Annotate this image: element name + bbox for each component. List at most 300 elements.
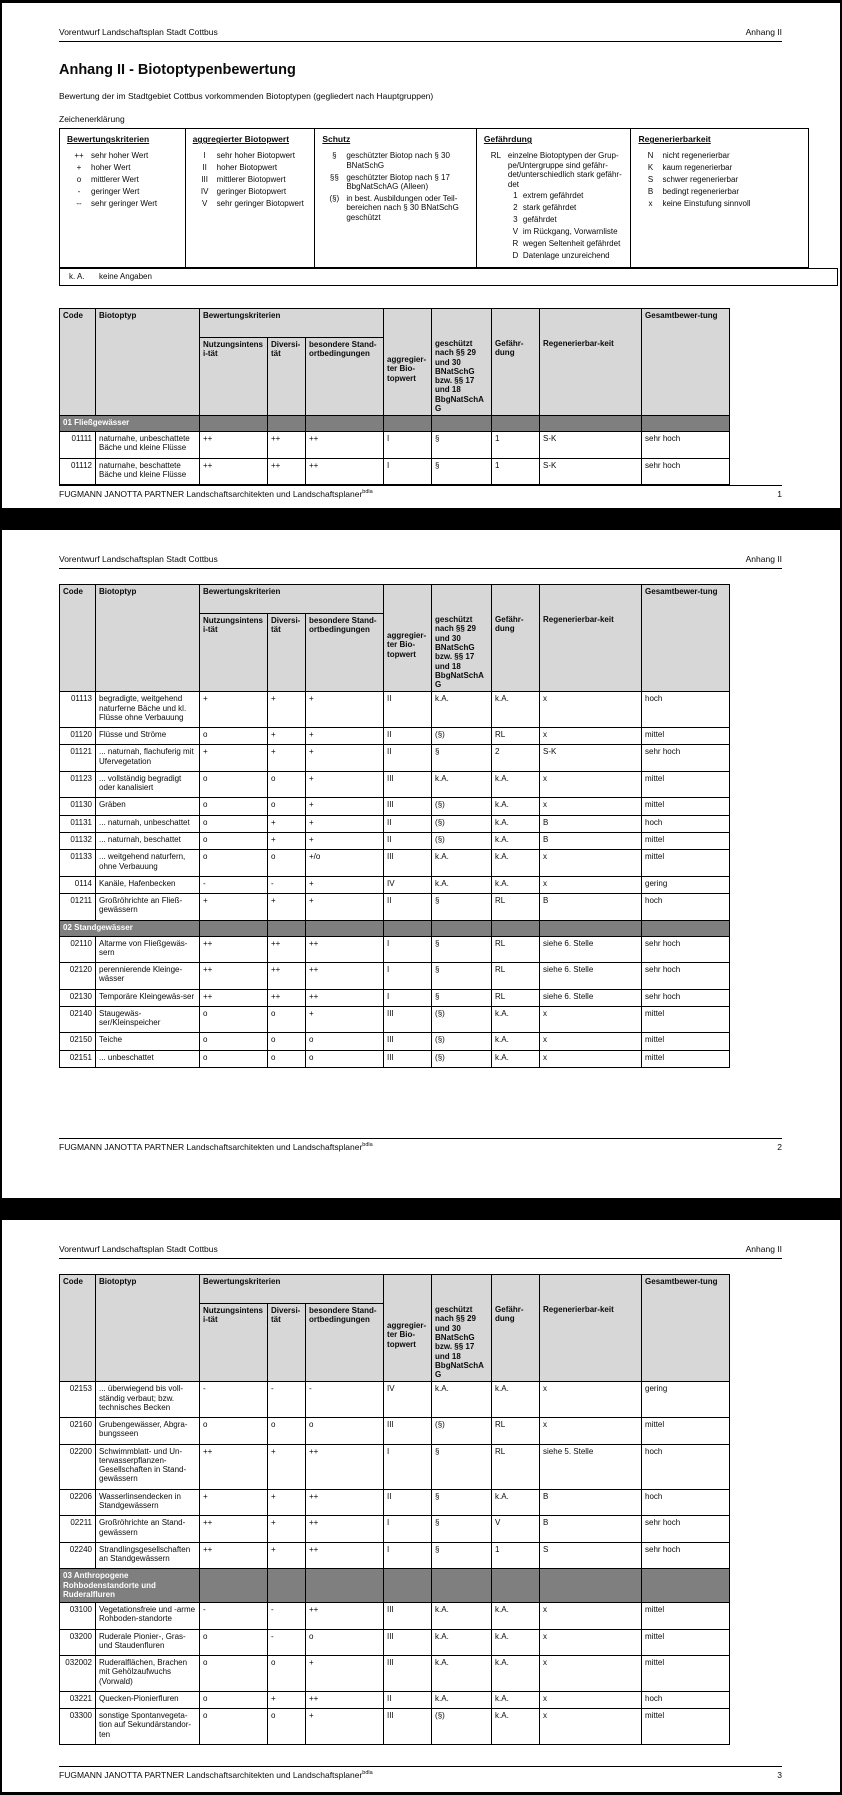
cell-geschuetzt: (§): [432, 1033, 492, 1050]
cell-biotoptyp: Großröhrichte an Stand-gewässern: [96, 1516, 200, 1543]
footer-org: FUGMANN JANOTTA PARTNER Landschaftsarchitekten und Landschaftsplaner$^{bdla}$: [59, 489, 373, 500]
cell-regenerierbarkeit: siehe 6. Stelle: [540, 989, 642, 1006]
legend-item-symbol: (§): [329, 193, 340, 203]
col-header-gesamtbewertung: Gesamtbewer-tung: [642, 585, 730, 692]
cell-gefaehrdung: k.A.: [492, 1006, 540, 1033]
cell-gesamtbewertung: sehr hoch: [642, 936, 730, 963]
cell-diversitaet: o: [268, 1050, 306, 1067]
legend-item-symbol: ++: [74, 151, 84, 161]
section-cell: [642, 920, 730, 936]
table-row: [60, 1444, 730, 1489]
legend-item-text: schwer regenerierbar: [662, 175, 739, 185]
cell-standortbedingungen: +: [306, 1006, 384, 1033]
section-cell: [306, 1569, 384, 1603]
legend-item-text: gefährdet: [522, 215, 557, 225]
section-cell: [432, 1569, 492, 1603]
col-header-gefaehrdung: Gefähr-dung: [492, 1275, 540, 1382]
legend-item: [67, 199, 180, 208]
cell-regenerierbarkeit: S-K: [540, 432, 642, 459]
cell-code: 02120: [60, 963, 96, 990]
cell-gesamtbewertung: hoch: [642, 692, 730, 728]
cell-standortbedingungen: +/o: [306, 850, 384, 877]
legend-item-text: hoher Biotopwert: [216, 163, 278, 173]
cell-code: 01121: [60, 745, 96, 772]
section-cell: [492, 1569, 540, 1603]
cell-regenerierbarkeit: B: [540, 1489, 642, 1516]
cell-code: 02150: [60, 1033, 96, 1050]
cell-aggregierter-biotopwert: III: [384, 1603, 432, 1630]
cell-gesamtbewertung: hoch: [642, 894, 730, 921]
legend-item-text: sehr geringer Wert: [91, 198, 158, 208]
cell-gefaehrdung: k.A.: [492, 1629, 540, 1656]
col-header-aggregierter-biotopwert: aggregier-ter Bio-topwert: [384, 1275, 432, 1382]
cell-geschuetzt: §: [432, 1489, 492, 1516]
cell-aggregierter-biotopwert: III: [384, 771, 432, 798]
cell-geschuetzt: §: [432, 1542, 492, 1569]
legend-item-symbol: V: [512, 227, 519, 237]
legend-column: [477, 129, 632, 267]
cell-gefaehrdung: RL: [492, 1444, 540, 1489]
col-subheader-diversitaet: Diversi-tät: [268, 1304, 306, 1382]
cell-aggregierter-biotopwert: I: [384, 458, 432, 485]
cell-aggregierter-biotopwert: III: [384, 1709, 432, 1745]
legend-item-symbol: --: [76, 198, 82, 208]
cell-biotoptyp: ... weitgehend naturfern, ohne Verbauung: [96, 850, 200, 877]
cell-gefaehrdung: k.A.: [492, 1603, 540, 1630]
legend-item: [67, 187, 180, 196]
cell-diversitaet: +: [268, 1444, 306, 1489]
cell-diversitaet: o: [268, 1709, 306, 1745]
cell-aggregierter-biotopwert: I: [384, 1542, 432, 1569]
page-header-right: Anhang II: [745, 1244, 782, 1254]
legend-item: [67, 163, 180, 172]
section-cell: [306, 416, 384, 432]
page-header-left: Vorentwurf Landschaftsplan Stadt Cottbus: [59, 1244, 218, 1254]
section-cell: [384, 920, 432, 936]
page-2: [2, 530, 840, 1198]
col-header-gesamtbewertung: Gesamtbewer-tung: [642, 309, 730, 416]
cell-standortbedingungen: +: [306, 832, 384, 849]
legend-item: [193, 199, 310, 208]
cell-aggregierter-biotopwert: III: [384, 1629, 432, 1656]
cell-code: 01132: [60, 832, 96, 849]
cell-diversitaet: o: [268, 850, 306, 877]
section-cell: [268, 920, 306, 936]
legend-item-symbol: S: [647, 175, 654, 185]
page-header-left: Vorentwurf Landschaftsplan Stadt Cottbus: [59, 27, 218, 37]
cell-biotoptyp: sonstige Spontanvegeta-tion auf Sekundärstandor-ten: [96, 1709, 200, 1745]
cell-nutzungsintensitaet: +: [200, 1489, 268, 1516]
cell-aggregierter-biotopwert: I: [384, 432, 432, 459]
section-cell: [642, 416, 730, 432]
legend-item: [67, 151, 180, 160]
legend-item: [638, 163, 803, 172]
cell-biotoptyp: Kanäle, Hafenbecken: [96, 876, 200, 893]
legend-item: [67, 175, 180, 184]
cell-gesamtbewertung: sehr hoch: [642, 432, 730, 459]
table-row: [60, 728, 730, 745]
cell-aggregierter-biotopwert: IV: [384, 876, 432, 893]
cell-gefaehrdung: k.A.: [492, 850, 540, 877]
cell-gefaehrdung: k.A.: [492, 876, 540, 893]
legend-item-symbol: R: [512, 239, 519, 249]
cell-biotoptyp: Strandlingsgesellschaften an Standgewässern: [96, 1542, 200, 1569]
page-separator: [2, 508, 840, 530]
col-header-geschuetzt: geschützt nach §§ 29 und 30 BNatSchG bzw. §§ 17 und 18 BbgNatSchAG: [432, 585, 492, 692]
col-header-bewertungskriterien: Bewertungskriterien: [200, 585, 384, 614]
cell-geschuetzt: (§): [432, 1006, 492, 1033]
cell-code: 01120: [60, 728, 96, 745]
table-row: [60, 1603, 730, 1630]
legend-item: [638, 187, 803, 196]
section-cell: [268, 1569, 306, 1603]
cell-diversitaet: +: [268, 692, 306, 728]
legend-footnote-symbol: k. A.: [69, 272, 85, 282]
cell-gefaehrdung: k.A.: [492, 815, 540, 832]
cell-nutzungsintensitaet: -: [200, 876, 268, 893]
col-header-geschuetzt: geschützt nach §§ 29 und 30 BNatSchG bzw. §§ 17 und 18 BbgNatSchAG: [432, 309, 492, 416]
legend-item-symbol: o: [76, 175, 82, 185]
cell-gefaehrdung: k.A.: [492, 1691, 540, 1708]
cell-nutzungsintensitaet: ++: [200, 936, 268, 963]
cell-nutzungsintensitaet: o: [200, 771, 268, 798]
cell-gefaehrdung: V: [492, 1516, 540, 1543]
cell-nutzungsintensitaet: o: [200, 1709, 268, 1745]
cell-nutzungsintensitaet: ++: [200, 963, 268, 990]
legend-item-text: Datenlage unzureichend: [522, 251, 610, 261]
cell-geschuetzt: §: [432, 745, 492, 772]
footer-org-sup: bdla: [362, 489, 373, 496]
cell-gesamtbewertung: mittel: [642, 1709, 730, 1745]
cell-diversitaet: +: [268, 1542, 306, 1569]
cell-diversitaet: -: [268, 876, 306, 893]
cell-regenerierbarkeit: S-K: [540, 458, 642, 485]
page-footer: [59, 485, 782, 499]
legend-item: [638, 151, 803, 160]
table-row: [60, 1033, 730, 1050]
page-header: [59, 27, 782, 42]
cell-diversitaet: +: [268, 894, 306, 921]
cell-diversitaet: o: [268, 798, 306, 815]
legend-item-text: sehr hoher Wert: [91, 151, 149, 161]
cell-standortbedingungen: -: [306, 1382, 384, 1418]
legend-item-symbol: 2: [513, 203, 518, 213]
cell-regenerierbarkeit: B: [540, 1516, 642, 1543]
page-number: 1: [777, 489, 782, 500]
legend-item: [508, 227, 626, 236]
cell-biotoptyp: Gräben: [96, 798, 200, 815]
page-header: [59, 1244, 782, 1259]
table-row: [60, 432, 730, 459]
table-row: [60, 692, 730, 728]
legend-item: [193, 163, 310, 172]
section-label: 02 Standgewässer: [60, 920, 200, 936]
legend-item: [508, 239, 626, 248]
cell-geschuetzt: §: [432, 432, 492, 459]
cell-gefaehrdung: 2: [492, 745, 540, 772]
legend-item-symbol: II: [202, 163, 207, 173]
cell-standortbedingungen: +: [306, 692, 384, 728]
cell-regenerierbarkeit: x: [540, 692, 642, 728]
cell-nutzungsintensitaet: o: [200, 728, 268, 745]
cell-geschuetzt: k.A.: [432, 771, 492, 798]
cell-nutzungsintensitaet: o: [200, 1050, 268, 1067]
legend-item-text: geringer Wert: [91, 187, 140, 197]
page-separator: [2, 1198, 840, 1220]
cell-standortbedingungen: ++: [306, 1489, 384, 1516]
cell-geschuetzt: (§): [432, 1709, 492, 1745]
col-header-bewertungskriterien: Bewertungskriterien: [200, 1275, 384, 1304]
col-header-biotoptyp: Biotoptyp: [96, 1275, 200, 1382]
table-row: [60, 798, 730, 815]
cell-code: 01211: [60, 894, 96, 921]
legend-table: [59, 128, 809, 268]
table-row: [60, 745, 730, 772]
cell-gefaehrdung: 1: [492, 458, 540, 485]
cell-code: 03200: [60, 1629, 96, 1656]
cell-diversitaet: ++: [268, 458, 306, 485]
col-header-gefaehrdung: Gefähr-dung: [492, 309, 540, 416]
cell-gefaehrdung: RL: [492, 963, 540, 990]
legend-item: [508, 203, 626, 212]
col-header-gefaehrdung: Gefähr-dung: [492, 585, 540, 692]
section-cell: [200, 416, 268, 432]
cell-biotoptyp: Vegetationsfreie und -arme Rohboden-standorte: [96, 1603, 200, 1630]
legend-column-title: Regenerierbarkeit: [638, 134, 711, 145]
cell-diversitaet: -: [268, 1382, 306, 1418]
cell-geschuetzt: §: [432, 1444, 492, 1489]
section-cell: [540, 1569, 642, 1603]
table-row: [60, 894, 730, 921]
cell-gesamtbewertung: sehr hoch: [642, 745, 730, 772]
legend-item-text: nicht regenerierbar: [662, 151, 730, 161]
page-header: [59, 554, 782, 569]
cell-diversitaet: +: [268, 1516, 306, 1543]
cell-nutzungsintensitaet: o: [200, 1629, 268, 1656]
legend-item: [322, 194, 471, 222]
cell-geschuetzt: k.A.: [432, 1603, 492, 1630]
cell-regenerierbarkeit: x: [540, 1656, 642, 1692]
cell-nutzungsintensitaet: o: [200, 1006, 268, 1033]
cell-biotoptyp: Teiche: [96, 1033, 200, 1050]
table-row: [60, 989, 730, 1006]
cell-gesamtbewertung: mittel: [642, 1656, 730, 1692]
legend-item: [193, 151, 310, 160]
cell-standortbedingungen: o: [306, 1050, 384, 1067]
cell-biotoptyp: Wasserlinsendecken in Standgewässern: [96, 1489, 200, 1516]
cell-regenerierbarkeit: siehe 6. Stelle: [540, 936, 642, 963]
cell-geschuetzt: k.A.: [432, 692, 492, 728]
legend-footnote: [59, 269, 838, 286]
section-label: 03 Anthropogene Rohbodenstandorte und Ruderalfluren: [60, 1569, 200, 1603]
cell-aggregierter-biotopwert: III: [384, 798, 432, 815]
table-row: [60, 1418, 730, 1445]
col-subheader-nutzung: Nutzungsintensi-tät: [200, 1304, 268, 1382]
legend-item: [638, 175, 803, 184]
col-header-biotoptyp: Biotoptyp: [96, 309, 200, 416]
legend-item-text: stark gefährdet: [522, 203, 577, 213]
cell-diversitaet: +: [268, 832, 306, 849]
biotope-table: [59, 584, 730, 1068]
cell-nutzungsintensitaet: o: [200, 815, 268, 832]
biotope-table-page-1: [59, 308, 840, 485]
legend-item-text: extrem gefährdet: [522, 191, 584, 201]
cell-nutzungsintensitaet: o: [200, 1418, 268, 1445]
section-cell: [306, 920, 384, 936]
cell-geschuetzt: §: [432, 894, 492, 921]
cell-standortbedingungen: ++: [306, 1444, 384, 1489]
col-header-code: Code: [60, 1275, 96, 1382]
legend-column: [315, 129, 477, 267]
cell-standortbedingungen: ++: [306, 989, 384, 1006]
col-header-aggregierter-biotopwert: aggregier-ter Bio-topwert: [384, 309, 432, 416]
legend-item-symbol: §§: [329, 172, 339, 182]
section-cell: [200, 920, 268, 936]
table-row: [60, 832, 730, 849]
page-3: [2, 1220, 840, 1792]
table-row: [60, 1382, 730, 1418]
cell-regenerierbarkeit: x: [540, 1629, 642, 1656]
footer-org: FUGMANN JANOTTA PARTNER Landschaftsarchitekten und Landschaftsplaner$^{bdla}$: [59, 1769, 373, 1780]
legend-item-symbol: III: [201, 175, 208, 185]
table-row: [60, 963, 730, 990]
cell-gesamtbewertung: mittel: [642, 1006, 730, 1033]
cell-nutzungsintensitaet: o: [200, 1033, 268, 1050]
legend-column-title: aggregierter Biotopwert: [192, 134, 290, 145]
table-row: [60, 815, 730, 832]
section-row: [60, 416, 730, 432]
cell-nutzungsintensitaet: -: [200, 1382, 268, 1418]
cell-biotoptyp: ... naturnah, flachuferig mit Ufervegetation: [96, 745, 200, 772]
cell-aggregierter-biotopwert: III: [384, 1050, 432, 1067]
cell-gefaehrdung: k.A.: [492, 1050, 540, 1067]
cell-code: 032002: [60, 1656, 96, 1692]
cell-geschuetzt: k.A.: [432, 1691, 492, 1708]
table-row: [60, 1691, 730, 1708]
cell-nutzungsintensitaet: ++: [200, 432, 268, 459]
cell-aggregierter-biotopwert: II: [384, 692, 432, 728]
cell-standortbedingungen: o: [306, 1033, 384, 1050]
section-cell: [642, 1569, 730, 1603]
legend-item: [322, 151, 471, 170]
cell-diversitaet: o: [268, 1656, 306, 1692]
legend-column-title: Bewertungskriterien: [67, 134, 150, 145]
cell-biotoptyp: Staugewäs-ser/Kleinspeicher: [96, 1006, 200, 1033]
page-header-right: Anhang II: [745, 554, 782, 564]
cell-nutzungsintensitaet: +: [200, 745, 268, 772]
cell-geschuetzt: k.A.: [432, 1382, 492, 1418]
legend-item-text: in best. Ausbildungen oder Teil-bereichen nach § 30 BNatSchG geschützt: [346, 193, 459, 222]
page-footer: [59, 1138, 782, 1152]
legend-item-text: hoher Wert: [91, 163, 131, 173]
biotope-table: [59, 1274, 730, 1745]
table-row: [60, 1629, 730, 1656]
cell-biotoptyp: ... vollständig begradigt oder kanalisiert: [96, 771, 200, 798]
footer-org-sup: bdla: [362, 1769, 373, 1776]
col-subheader-nutzung: Nutzungsintensi-tät: [200, 338, 268, 416]
legend-item-symbol: I: [203, 151, 206, 161]
section-cell: [540, 920, 642, 936]
cell-regenerierbarkeit: S-K: [540, 745, 642, 772]
legend-item-text: geschützter Biotop nach § 30 BNatSchG: [346, 151, 450, 170]
page-header-right: Anhang II: [745, 27, 782, 37]
legend-item-symbol: B: [647, 187, 654, 197]
cell-regenerierbarkeit: x: [540, 1382, 642, 1418]
cell-geschuetzt: (§): [432, 798, 492, 815]
legend-column: [60, 129, 186, 267]
cell-standortbedingungen: +: [306, 815, 384, 832]
table-row: [60, 876, 730, 893]
cell-geschuetzt: (§): [432, 1418, 492, 1445]
legend-item-symbol: IV: [200, 187, 209, 197]
legend-item-symbol: 3: [513, 215, 518, 225]
section-cell: [200, 1569, 268, 1603]
cell-regenerierbarkeit: siehe 5. Stelle: [540, 1444, 642, 1489]
cell-biotoptyp: ... naturnah, beschattet: [96, 832, 200, 849]
cell-aggregierter-biotopwert: III: [384, 1033, 432, 1050]
section-cell: [384, 416, 432, 432]
cell-regenerierbarkeit: x: [540, 1050, 642, 1067]
footer-org-sup: bdla: [362, 1141, 373, 1148]
cell-gefaehrdung: RL: [492, 936, 540, 963]
cell-gesamtbewertung: hoch: [642, 1489, 730, 1516]
section-cell: [384, 1569, 432, 1603]
col-header-code: Code: [60, 309, 96, 416]
cell-code: 02110: [60, 936, 96, 963]
legend-item: [508, 215, 626, 224]
col-header-geschuetzt: geschützt nach §§ 29 und 30 BNatSchG bzw. §§ 17 und 18 BbgNatSchAG: [432, 1275, 492, 1382]
legend-item: [193, 187, 310, 196]
section-cell: [492, 920, 540, 936]
cell-geschuetzt: k.A.: [432, 1656, 492, 1692]
cell-biotoptyp: Ruderale Pionier-, Gras- und Staudenfluren: [96, 1629, 200, 1656]
cell-nutzungsintensitaet: -: [200, 1603, 268, 1630]
cell-nutzungsintensitaet: o: [200, 1691, 268, 1708]
cell-aggregierter-biotopwert: II: [384, 832, 432, 849]
cell-diversitaet: +: [268, 1489, 306, 1516]
legend-item-text: sehr geringer Biotopwert: [216, 198, 304, 208]
legend-item: [508, 191, 626, 200]
cell-code: 02153: [60, 1382, 96, 1418]
legend-item-text: sehr hoher Biotopwert: [216, 151, 295, 161]
page-header-left: Vorentwurf Landschaftsplan Stadt Cottbus: [59, 554, 218, 564]
legend-item-symbol: x: [648, 198, 653, 208]
cell-standortbedingungen: +: [306, 771, 384, 798]
cell-gesamtbewertung: mittel: [642, 850, 730, 877]
legend-item: [484, 151, 626, 189]
cell-geschuetzt: (§): [432, 832, 492, 849]
page-1: [2, 3, 840, 508]
legend-column-title: Gefährdung: [483, 134, 533, 145]
cell-geschuetzt: §: [432, 1516, 492, 1543]
col-header-regenerierbarkeit: Regenerierbar-keit: [540, 585, 642, 692]
cell-aggregierter-biotopwert: III: [384, 1006, 432, 1033]
cell-code: 02151: [60, 1050, 96, 1067]
page-footer: [59, 1766, 782, 1780]
cell-code: 02211: [60, 1516, 96, 1543]
cell-code: 01111: [60, 432, 96, 459]
section-row: [60, 920, 730, 936]
cell-biotoptyp: begradigte, weitgehend naturferne Bäche und kl. Flüsse ohne Verbauung: [96, 692, 200, 728]
col-header-aggregierter-biotopwert: aggregier-ter Bio-topwert: [384, 585, 432, 692]
cell-gefaehrdung: k.A.: [492, 1382, 540, 1418]
section-cell: [540, 416, 642, 432]
cell-geschuetzt: k.A.: [432, 850, 492, 877]
cell-gesamtbewertung: mittel: [642, 798, 730, 815]
cell-geschuetzt: (§): [432, 1050, 492, 1067]
cell-gesamtbewertung: sehr hoch: [642, 1516, 730, 1543]
cell-aggregierter-biotopwert: II: [384, 728, 432, 745]
